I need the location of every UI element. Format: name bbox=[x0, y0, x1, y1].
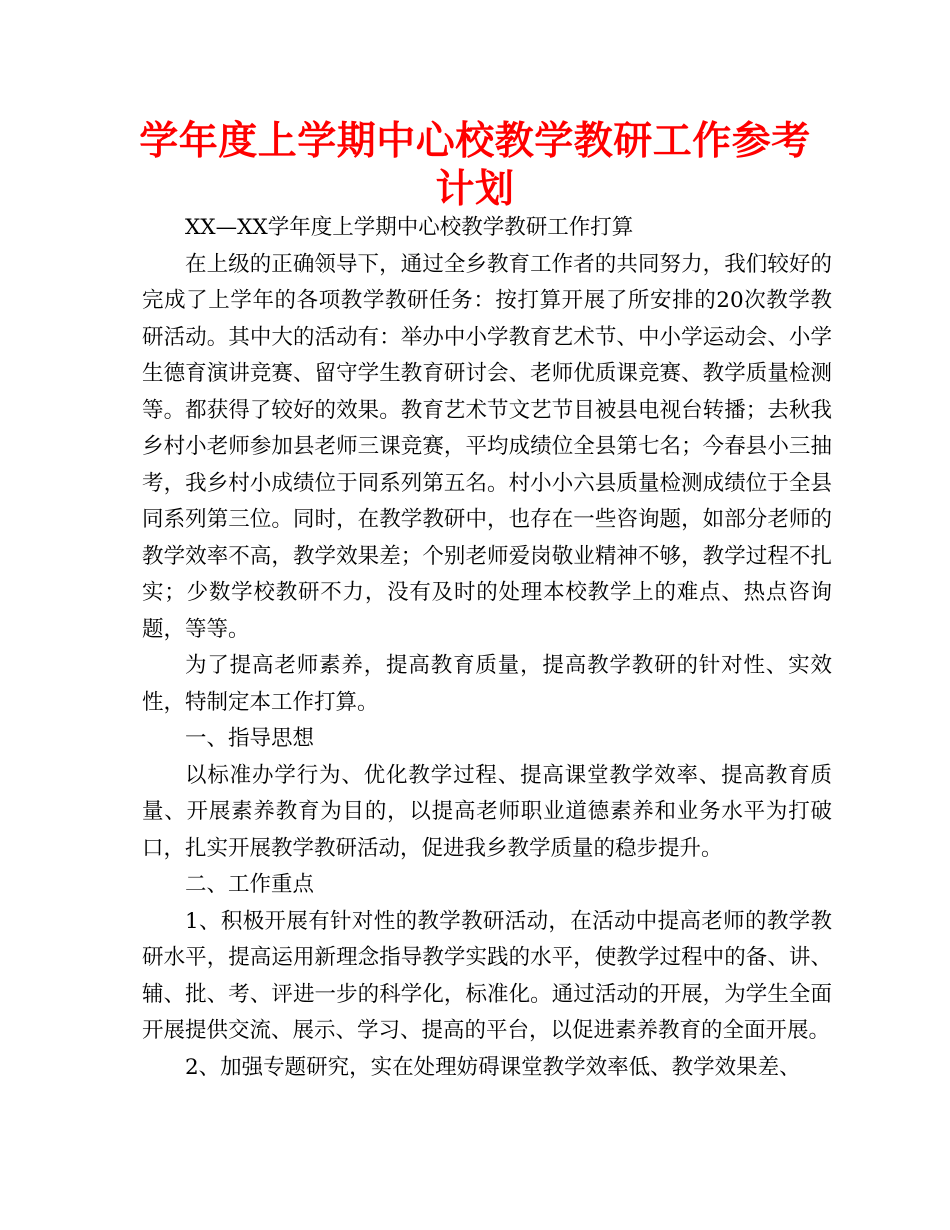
section-heading: 二、工作重点 bbox=[185, 872, 315, 897]
body-paragraph: 以标准办学行为、优化教学过程、提高课堂教学效率、提高教育质量、开展素养教育为目的，以提高老师职业道德素养和业务水平为打破口，扎实开展教学教研活动，促进我乡教学质量的稳步提升。 bbox=[142, 762, 832, 861]
section-heading: 一、指导思想 bbox=[185, 726, 315, 751]
body-paragraph: 为了提高老师素养，提高教育质量，提高教学教研的针对性、实效性，特制定本工作打算。 bbox=[142, 653, 832, 715]
body-paragraph: 1、积极开展有针对性的教学教研活动，在活动中提高老师的教学教研水平，提高运用新理念指导教学实践的水平，使教学过程中的备、讲、辅、批、考、评进一步的科学化，标准化。通过活动的开展，为学生全面开展提供交流、展示、学习、提高的平台，以促进素养教育的全面开展。 bbox=[142, 908, 832, 1043]
body-paragraph: 2、加强专题研究，实在处理妨碍课堂教学效率低、教学效果差、 bbox=[185, 1054, 801, 1080]
document-body bbox=[142, 210, 832, 1086]
body-paragraph: 在上级的正确领导下，通过全乡教育工作者的共同努力，我们较好的完成了上学年的各项教学教研任务：按打算开展了所安排的20次教学教研活动。其中大的活动有：举办中小学教育艺术节、中小学运动会、小学生德育演讲竞赛、留守学生教育研讨会、老师优质课竞赛、教学质量检测等。都获得了较好的效果。教育艺术节文艺节目被县电视台转播；去秋我乡村小老师参加县老师三课竞赛，平均成绩位全县第七名；今春县小三抽考，我乡村小成绩位于同系列第五名。村小小六县质量检测成绩位于全县同系列第三位。同时，在教学教研中，也存在一些咨询题，如部分老师的教学效率不高，教学效果差；个别老师爱岗敬业精神不够，教学过程不扎实；少数学校教研不力，没有及时的处理本校教学上的难点、热点咨询题，等等。 bbox=[142, 251, 832, 642]
subtitle-paragraph: XX—XX学年度上学期中心校教学教研工作打算 bbox=[185, 215, 634, 240]
document-title: 学年度上学期中心校教学教研工作参考计划 bbox=[139, 119, 811, 212]
